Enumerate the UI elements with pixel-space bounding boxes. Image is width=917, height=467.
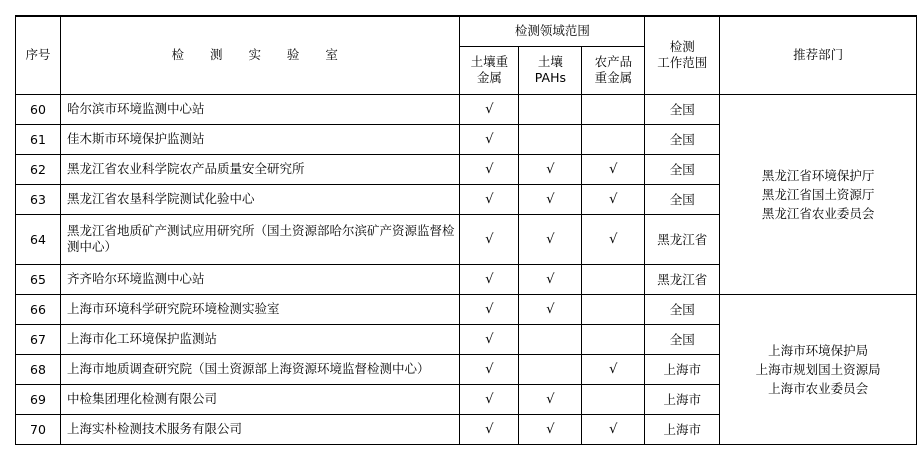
header-soil-metal: 土壤重 金属 [460,46,519,94]
lab-name: 齐齐哈尔环境监测中心站 [60,264,460,294]
header-agri-metal: 农产品 重金属 [582,46,645,94]
agri-metal-check [582,324,645,354]
work-scope: 上海市 [645,354,720,384]
soil-metal-check: √ [460,414,519,444]
work-scope: 全国 [645,184,720,214]
agri-metal-check: √ [582,354,645,384]
work-scope: 黑龙江省 [645,214,720,264]
soil-metal-check: √ [460,324,519,354]
work-scope: 全国 [645,94,720,124]
lab-name: 哈尔滨市环境监测中心站 [60,94,460,124]
soil-pahs-check [519,354,582,384]
soil-pahs-check [519,124,582,154]
work-scope: 全国 [645,124,720,154]
row-number: 60 [16,94,61,124]
soil-pahs-check: √ [519,264,582,294]
row-number: 61 [16,124,61,154]
header-work-scope: 检测 工作范围 [645,16,720,94]
lab-name: 黑龙江省地质矿产测试应用研究所（国土资源部哈尔滨矿产资源监督检测中心） [60,214,460,264]
soil-pahs-check: √ [519,154,582,184]
soil-pahs-check: √ [519,184,582,214]
recommending-dept-shanghai: 上海市环境保护局 上海市规划国土资源局 上海市农业委员会 [720,294,917,444]
agri-metal-check: √ [582,154,645,184]
soil-pahs-check: √ [519,294,582,324]
agri-metal-check [582,264,645,294]
work-scope: 上海市 [645,384,720,414]
lab-name: 黑龙江省农垦科学院测试化验中心 [60,184,460,214]
agri-metal-check [582,94,645,124]
work-scope: 全国 [645,324,720,354]
work-scope: 全国 [645,294,720,324]
lab-name: 上海市化工环境保护监测站 [60,324,460,354]
soil-pahs-check [519,94,582,124]
header-scope-group: 检测领域范围 [460,16,645,46]
lab-name: 黑龙江省农业科学院农产品质量安全研究所 [60,154,460,184]
soil-pahs-check: √ [519,214,582,264]
soil-metal-check: √ [460,154,519,184]
lab-name: 上海市地质调查研究院（国土资源部上海资源环境监督检测中心） [60,354,460,384]
row-number: 69 [16,384,61,414]
work-scope: 上海市 [645,414,720,444]
soil-metal-check: √ [460,384,519,414]
header-soil-pahs: 土壤 PAHs [519,46,582,94]
soil-pahs-check: √ [519,384,582,414]
header-lab: 检 测 实 验 室 [60,16,460,94]
row-number: 66 [16,294,61,324]
soil-metal-check: √ [460,214,519,264]
lab-name: 上海实朴检测技术服务有限公司 [60,414,460,444]
soil-pahs-check: √ [519,414,582,444]
row-number: 67 [16,324,61,354]
agri-metal-check: √ [582,414,645,444]
soil-metal-check: √ [460,94,519,124]
lab-table [15,15,917,445]
row-number: 64 [16,214,61,264]
agri-metal-check [582,124,645,154]
row-number: 70 [16,414,61,444]
table-row [16,94,917,124]
row-number: 68 [16,354,61,384]
agri-metal-check [582,294,645,324]
agri-metal-check [582,384,645,414]
row-number: 63 [16,184,61,214]
lab-name: 上海市环境科学研究院环境检测实验室 [60,294,460,324]
soil-metal-check: √ [460,124,519,154]
row-number: 65 [16,264,61,294]
row-number: 62 [16,154,61,184]
work-scope: 黑龙江省 [645,264,720,294]
soil-metal-check: √ [460,354,519,384]
agri-metal-check: √ [582,184,645,214]
lab-table-container [15,15,917,445]
lab-name: 佳木斯市环境保护监测站 [60,124,460,154]
recommending-dept-heilongjiang: 黑龙江省环境保护厅 黑龙江省国土资源厅 黑龙江省农业委员会 [720,94,917,294]
soil-metal-check: √ [460,264,519,294]
soil-metal-check: √ [460,184,519,214]
agri-metal-check: √ [582,214,645,264]
lab-name: 中检集团理化检测有限公司 [60,384,460,414]
header-dept: 推荐部门 [720,16,917,94]
table-row [16,294,917,324]
soil-pahs-check [519,324,582,354]
header-seq: 序号 [16,16,61,94]
soil-metal-check: √ [460,294,519,324]
work-scope: 全国 [645,154,720,184]
